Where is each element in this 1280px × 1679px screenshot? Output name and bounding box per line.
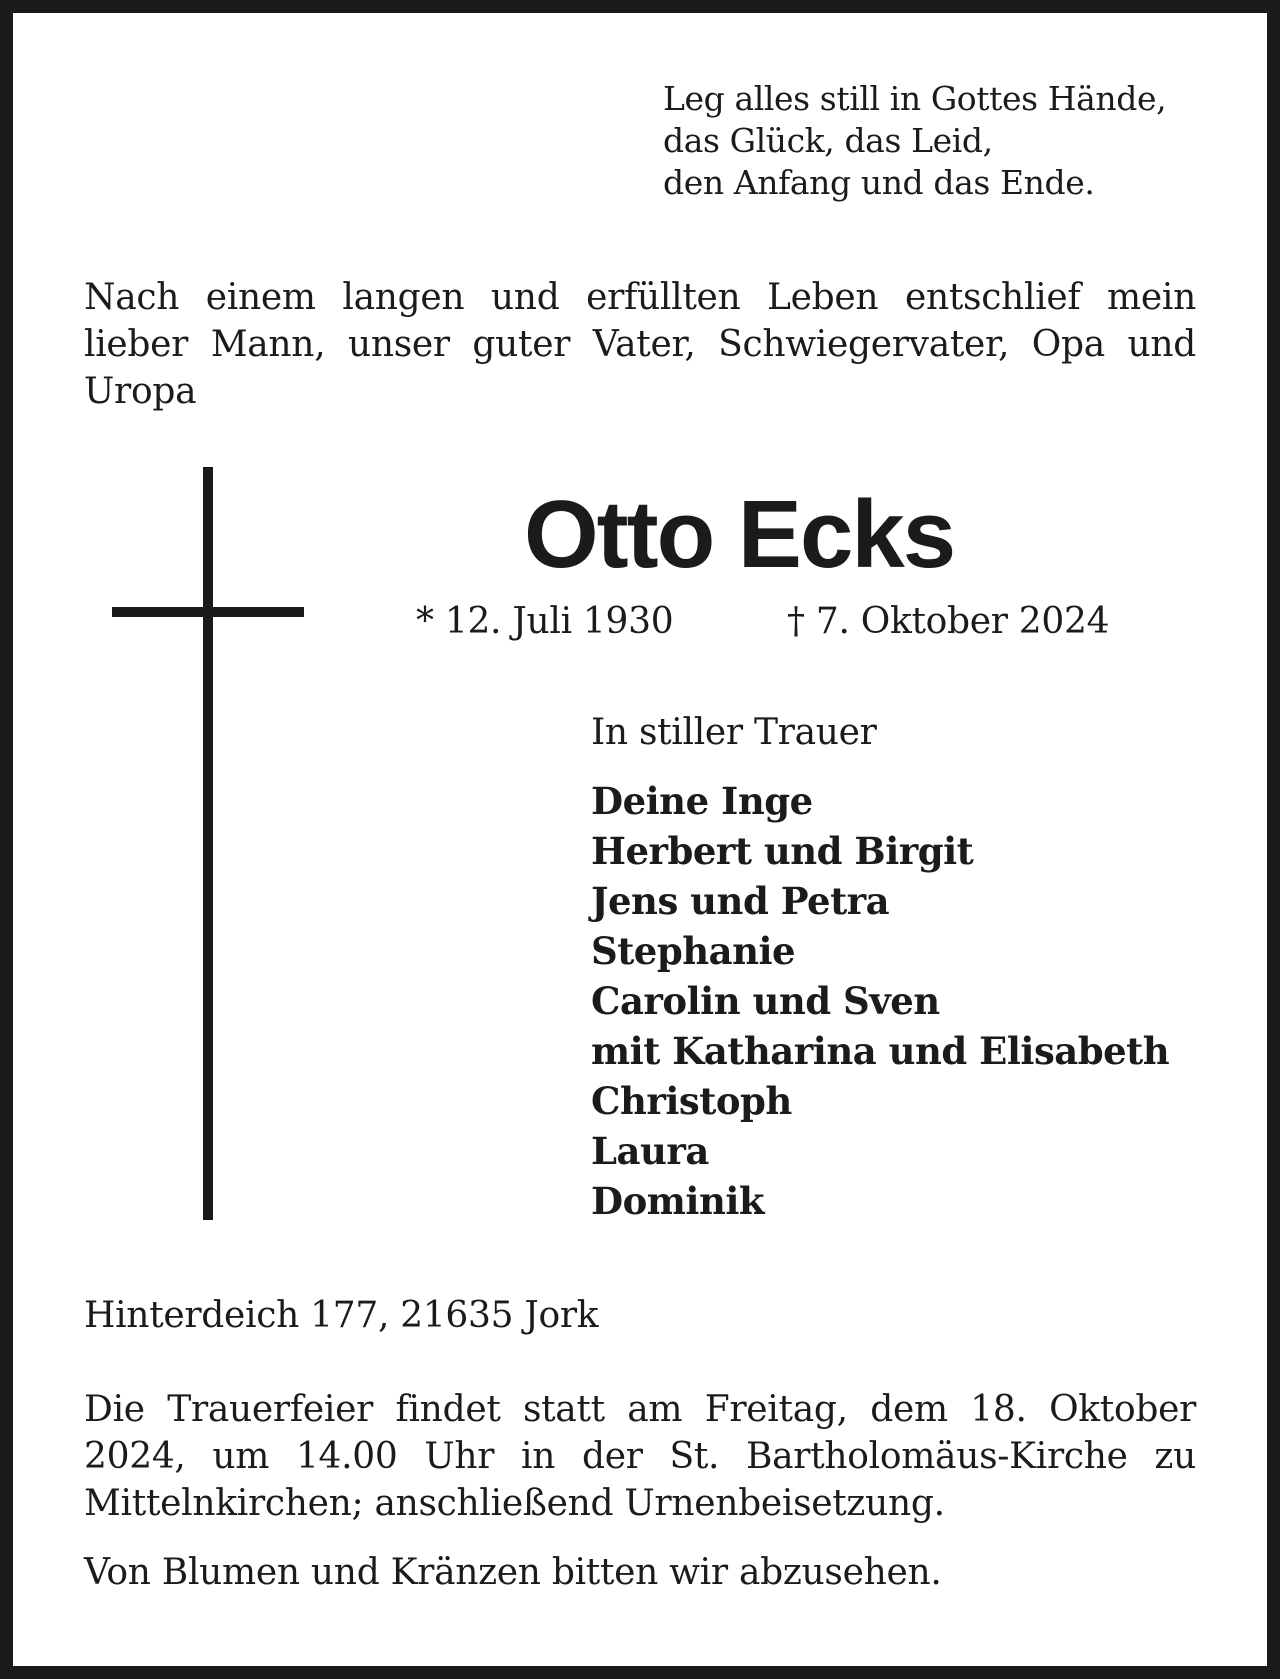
cross-icon-horizontal-bar — [112, 607, 304, 617]
funeral-service-text: Die Trauerfeier findet statt am Freitag, dem 18. Oktober 2024, um 14.00 Uhr in der St. Bartholomäus-Kirche zu Mittelnkirchen; anschließend Urnenbeisetzung. — [84, 1389, 1196, 1524]
mourning-label: In stiller Trauer — [591, 712, 877, 753]
mourners-list — [591, 776, 1169, 1226]
motto-line: den Anfang und das Ende. — [663, 163, 1095, 202]
mourner-name: Deine Inge — [591, 779, 813, 823]
motto-verse — [663, 78, 1166, 204]
mourner-name: Laura — [591, 1129, 709, 1173]
mourner-name: Herbert und Birgit — [591, 829, 974, 873]
flowers-note: Von Blumen und Kränzen bitten wir abzusehen. — [84, 1552, 942, 1593]
mourner-name: Christoph — [591, 1079, 792, 1123]
mourner-name: Stephanie — [591, 929, 796, 973]
mourner-name: Jens und Petra — [591, 879, 890, 923]
mourner-name: mit Katharina und Elisabeth — [591, 1029, 1170, 1073]
motto-line: das Glück, das Leid, — [663, 121, 993, 160]
birth-date: * 12. Juli 1930 — [416, 601, 674, 642]
mourner-name: Carolin und Sven — [591, 979, 940, 1023]
deceased-name: Otto Ecks — [524, 481, 955, 588]
family-address: Hinterdeich 177, 21635 Jork — [84, 1295, 599, 1336]
cross-icon-vertical-bar — [203, 467, 213, 1220]
death-date: † 7. Oktober 2024 — [787, 601, 1110, 642]
mourner-name: Dominik — [591, 1179, 765, 1223]
motto-line: Leg alles still in Gottes Hände, — [663, 79, 1167, 118]
intro-text: Nach einem langen und erfüllten Leben entschlief mein lieber Mann, unser guter Vater, Schwiegervater, Opa und Uropa — [84, 277, 1196, 412]
